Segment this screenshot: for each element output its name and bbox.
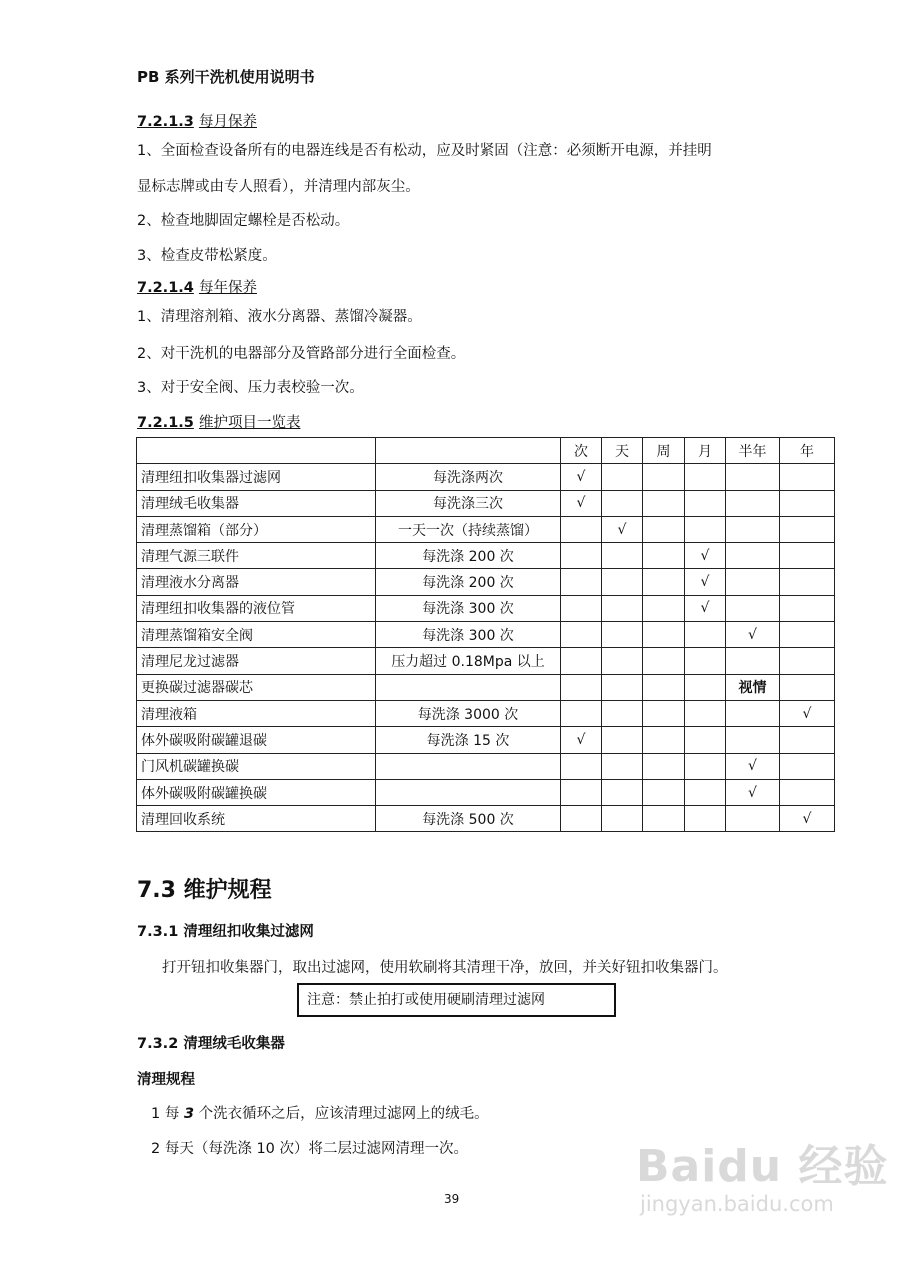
step-text: 1 每 xyxy=(151,1106,184,1122)
table-row xyxy=(137,516,835,542)
interval-cell xyxy=(643,648,685,674)
table-row xyxy=(137,648,835,674)
interval-cell xyxy=(726,464,780,490)
interval-cell: √ xyxy=(685,569,726,595)
table-row xyxy=(137,490,835,516)
frequency-cell: 每洗涤两次 xyxy=(376,464,561,490)
frequency-cell: 每洗涤 200 次 xyxy=(376,543,561,569)
interval-cell xyxy=(561,516,602,542)
interval-cell xyxy=(780,490,835,516)
interval-cell xyxy=(602,622,643,648)
heading-clean-lint-collector xyxy=(137,1032,285,1053)
paragraph-line: 3、对于安全阀、压力表校验一次。 xyxy=(137,380,364,396)
procedure-step-2: 2 每天（每洗涤 10 次）将二层过滤网清理一次。 xyxy=(151,1141,469,1157)
paragraph-line: 1、全面检查设备所有的电器连线是否有松动，应及时紧固（注意：必须断开电源，并挂明 xyxy=(137,143,712,159)
table-row xyxy=(137,806,835,832)
interval-cell xyxy=(685,516,726,542)
frequency-cell: 一天一次（持续蒸馏） xyxy=(376,516,561,542)
task-name-cell: 清理纽扣收集器过滤网 xyxy=(137,464,376,490)
notice-box: 注意：禁止拍打或使用硬刷清理过滤网 xyxy=(297,983,616,1017)
interval-cell xyxy=(726,516,780,542)
interval-cell xyxy=(602,727,643,753)
task-name-cell: 清理纽扣收集器的液位管 xyxy=(137,595,376,621)
frequency-cell xyxy=(376,779,561,805)
interval-cell xyxy=(726,648,780,674)
frequency-cell: 每洗涤 300 次 xyxy=(376,595,561,621)
table-row xyxy=(137,700,835,726)
heading-text: 每年保养 xyxy=(198,280,257,296)
heading-monthly-maintenance xyxy=(137,110,257,131)
interval-cell xyxy=(561,648,602,674)
table-row xyxy=(137,569,835,595)
interval-cell xyxy=(726,806,780,832)
interval-cell xyxy=(643,516,685,542)
interval-cell: √ xyxy=(685,595,726,621)
interval-cell xyxy=(561,753,602,779)
interval-cell xyxy=(726,569,780,595)
table-row xyxy=(137,464,835,490)
task-name-cell: 清理液水分离器 xyxy=(137,569,376,595)
interval-cell: √ xyxy=(780,700,835,726)
frequency-cell: 每洗涤 200 次 xyxy=(376,569,561,595)
interval-cell xyxy=(780,543,835,569)
table-row xyxy=(137,674,835,700)
interval-cell xyxy=(685,779,726,805)
interval-cell xyxy=(685,464,726,490)
interval-cell xyxy=(685,622,726,648)
table-row xyxy=(137,779,835,805)
frequency-cell: 每洗涤 500 次 xyxy=(376,806,561,832)
interval-cell: √ xyxy=(780,806,835,832)
task-name-cell: 清理蒸馏箱安全阀 xyxy=(137,622,376,648)
table-header-cell: 半年 xyxy=(726,438,780,464)
interval-cell xyxy=(602,648,643,674)
interval-cell: √ xyxy=(726,779,780,805)
heading-text: 清理纽扣收集过滤网 xyxy=(183,924,314,940)
interval-cell xyxy=(780,779,835,805)
frequency-cell: 每洗涤 15 次 xyxy=(376,727,561,753)
interval-cell xyxy=(561,806,602,832)
procedure-step-1 xyxy=(151,1102,489,1123)
table-header-cell: 次 xyxy=(561,438,602,464)
paragraph-line: 2、对干洗机的电器部分及管路部分进行全面检查。 xyxy=(137,346,466,362)
paragraph-line: 显标志牌或由专人照看），并清理内部灰尘。 xyxy=(137,179,420,195)
interval-cell xyxy=(643,779,685,805)
table-row xyxy=(137,595,835,621)
table-header-cell: 年 xyxy=(780,438,835,464)
task-name-cell: 清理回收系统 xyxy=(137,806,376,832)
interval-cell xyxy=(643,753,685,779)
table-row xyxy=(137,622,835,648)
interval-cell: √ xyxy=(561,727,602,753)
interval-cell xyxy=(780,753,835,779)
interval-cell xyxy=(602,779,643,805)
interval-cell xyxy=(561,700,602,726)
interval-cell xyxy=(726,700,780,726)
paragraph-line: 2、检查地脚固定螺栓是否松动。 xyxy=(137,213,350,229)
interval-cell xyxy=(602,543,643,569)
interval-cell xyxy=(602,595,643,621)
interval-cell xyxy=(643,490,685,516)
interval-cell xyxy=(780,464,835,490)
interval-cell xyxy=(602,674,643,700)
task-name-cell: 体外碳吸附碳罐换碳 xyxy=(137,779,376,805)
heading-number: 7.2.1.3 xyxy=(137,114,194,130)
table-row xyxy=(137,727,835,753)
interval-cell xyxy=(643,569,685,595)
interval-cell xyxy=(780,648,835,674)
interval-cell xyxy=(561,674,602,700)
interval-cell xyxy=(780,727,835,753)
interval-cell xyxy=(780,674,835,700)
heading-maintenance-table xyxy=(137,411,300,432)
interval-cell xyxy=(602,806,643,832)
heading-text: 维护项目一览表 xyxy=(198,415,301,431)
interval-cell xyxy=(643,727,685,753)
heading-number: 7.3.1 xyxy=(137,924,179,940)
interval-cell xyxy=(561,569,602,595)
interval-cell xyxy=(726,727,780,753)
interval-cell xyxy=(726,543,780,569)
page-number: 39 xyxy=(444,1192,460,1206)
interval-cell xyxy=(602,490,643,516)
table-header-cell xyxy=(137,438,376,464)
table-header-cell: 月 xyxy=(685,438,726,464)
interval-cell xyxy=(643,806,685,832)
task-name-cell: 清理蒸馏箱（部分） xyxy=(137,516,376,542)
watermark-url: jingyan.baidu.com xyxy=(640,1192,834,1216)
table-header-cell: 天 xyxy=(602,438,643,464)
interval-cell xyxy=(685,674,726,700)
interval-cell xyxy=(780,622,835,648)
interval-cell xyxy=(643,543,685,569)
task-name-cell: 清理液箱 xyxy=(137,700,376,726)
table-row xyxy=(137,753,835,779)
step-text: 个洗衣循环之后，应该清理过滤网上的绒毛。 xyxy=(194,1106,489,1122)
interval-cell xyxy=(643,622,685,648)
interval-cell xyxy=(685,490,726,516)
step-emphasis-number: 3 xyxy=(183,1106,195,1122)
task-name-cell: 清理尼龙过滤器 xyxy=(137,648,376,674)
paragraph-line: 打开钮扣收集器门，取出过滤网，使用软刷将其清理干净，放回，并关好钮扣收集器门。 xyxy=(162,960,728,976)
interval-cell: √ xyxy=(726,622,780,648)
heading-number: 7.3.2 xyxy=(137,1036,179,1052)
interval-cell xyxy=(643,464,685,490)
interval-cell xyxy=(780,595,835,621)
frequency-cell xyxy=(376,674,561,700)
heading-number: 7.2.1.5 xyxy=(137,415,194,431)
paragraph-line: 1、清理溶剂箱、液水分离器、蒸馏冷凝器。 xyxy=(137,309,422,325)
interval-cell xyxy=(561,622,602,648)
interval-cell: √ xyxy=(561,490,602,516)
frequency-cell xyxy=(376,753,561,779)
interval-cell: √ xyxy=(561,464,602,490)
interval-cell xyxy=(685,648,726,674)
interval-cell xyxy=(685,806,726,832)
frequency-cell: 每洗涤 3000 次 xyxy=(376,700,561,726)
interval-cell xyxy=(602,569,643,595)
heading-text: 清理绒毛收集器 xyxy=(183,1036,285,1052)
task-name-cell: 清理绒毛收集器 xyxy=(137,490,376,516)
interval-cell: √ xyxy=(685,543,726,569)
heading-text: 每月保养 xyxy=(198,114,257,130)
section-heading-maintenance-procedures: 7.3 维护规程 xyxy=(137,878,272,903)
interval-cell: √ xyxy=(602,516,643,542)
paragraph-line: 3、检查皮带松紧度。 xyxy=(137,248,277,264)
heading-clean-button-filter xyxy=(137,920,314,941)
baidu-watermark-logo xyxy=(636,1130,889,1216)
interval-cell xyxy=(780,569,835,595)
interval-cell xyxy=(685,727,726,753)
frequency-cell: 压力超过 0.18Mpa 以上 xyxy=(376,648,561,674)
interval-cell xyxy=(685,753,726,779)
interval-cell: 视情 xyxy=(726,674,780,700)
table-header-cell: 周 xyxy=(643,438,685,464)
interval-cell xyxy=(602,464,643,490)
interval-cell xyxy=(561,543,602,569)
interval-cell xyxy=(561,779,602,805)
interval-cell xyxy=(602,700,643,726)
table-header-row xyxy=(137,438,835,464)
task-name-cell: 门风机碳罐换碳 xyxy=(137,753,376,779)
interval-cell xyxy=(643,700,685,726)
heading-number: 7.2.1.4 xyxy=(137,280,194,296)
interval-cell xyxy=(602,753,643,779)
interval-cell xyxy=(561,595,602,621)
interval-cell xyxy=(726,490,780,516)
interval-cell xyxy=(643,595,685,621)
interval-cell: √ xyxy=(726,753,780,779)
subheading-cleaning-procedure: 清理规程 xyxy=(137,1072,195,1088)
interval-cell xyxy=(643,674,685,700)
watermark-brand: Baidu 经验 xyxy=(636,1141,889,1192)
document-title: PB 系列干洗机使用说明书 xyxy=(137,68,315,86)
frequency-cell: 每洗涤三次 xyxy=(376,490,561,516)
table-header-cell xyxy=(376,438,561,464)
interval-cell xyxy=(780,516,835,542)
frequency-cell: 每洗涤 300 次 xyxy=(376,622,561,648)
task-name-cell: 更换碳过滤器碳芯 xyxy=(137,674,376,700)
table-row xyxy=(137,543,835,569)
heading-yearly-maintenance xyxy=(137,276,257,297)
task-name-cell: 清理气源三联件 xyxy=(137,543,376,569)
maintenance-table xyxy=(136,437,835,832)
interval-cell xyxy=(685,700,726,726)
task-name-cell: 体外碳吸附碳罐退碳 xyxy=(137,727,376,753)
interval-cell xyxy=(726,595,780,621)
